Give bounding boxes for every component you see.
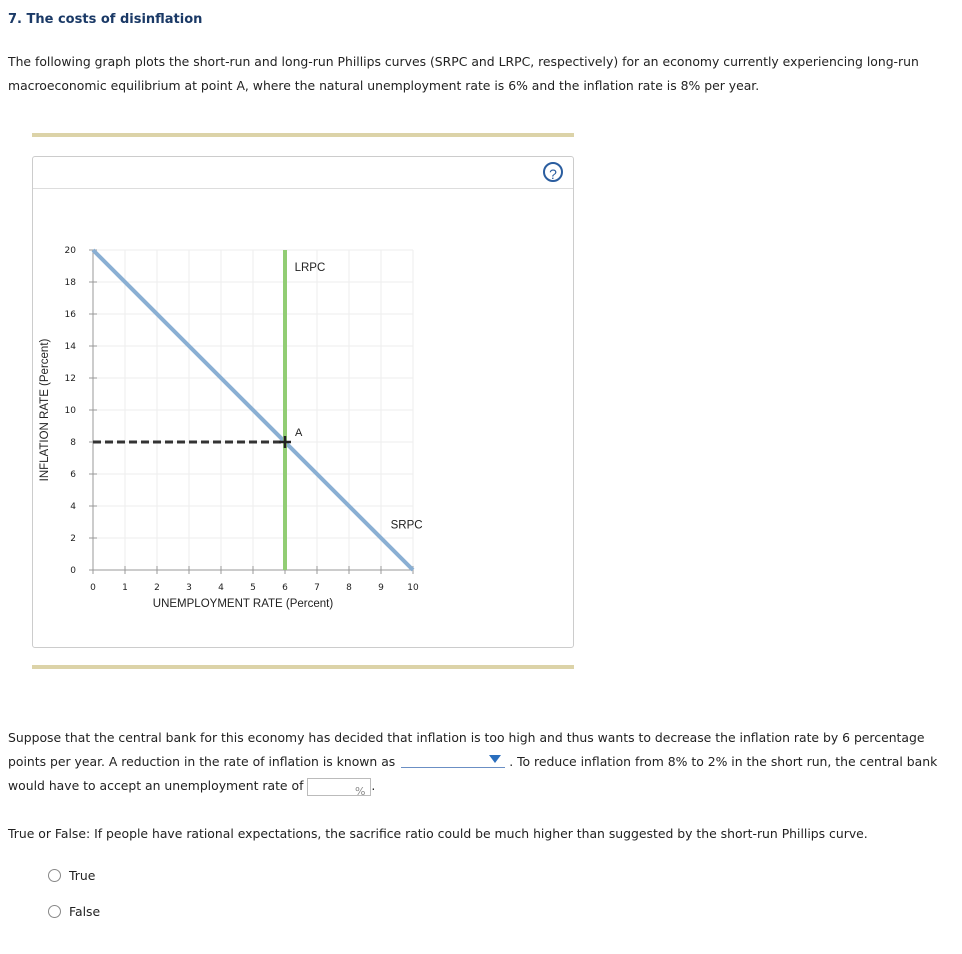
option-false-label: False <box>69 904 101 919</box>
srpc-label: SRPC <box>390 519 423 532</box>
lrpc-label: LRPC <box>294 261 326 274</box>
radio-true[interactable] <box>48 869 61 882</box>
chevron-down-icon <box>489 755 501 763</box>
y-axis-label: INFLATION RATE (Percent) <box>39 338 51 482</box>
y-tick-label-9: 18 <box>64 278 76 288</box>
radio-false[interactable] <box>48 905 61 918</box>
y-tick-label-3: 6 <box>70 470 76 480</box>
part2-text-3: . <box>371 778 376 793</box>
x-tick-label-3: 3 <box>186 583 192 593</box>
option-true[interactable] <box>48 868 95 883</box>
part2-text-2: . To reduce inflation from 8% to 2% in the short run, the central bank would have to accept an unemployment rate of <box>8 754 938 793</box>
percent-unit: % <box>354 784 366 798</box>
intro-text: The following graph plots the short-run and long-run Phillips curves (SRPC and LRPC, respectively) for an economy currently experiencing long-run macroeconomic equilibrium at point A, where the natural unemployment rate is 6% and the inflation rate is 8% per year. <box>8 54 919 93</box>
x-tick-label-10: 10 <box>407 583 419 593</box>
phillips-curve-chart <box>33 157 573 647</box>
option-true-label: True <box>69 868 96 883</box>
option-false[interactable] <box>48 904 100 919</box>
x-tick-label-2: 2 <box>154 583 160 593</box>
y-tick-label-8: 16 <box>64 310 76 320</box>
x-tick-label-9: 9 <box>378 583 384 593</box>
help-icon[interactable]: ? <box>543 162 563 182</box>
part2-text-1: Suppose that the central bank for this economy has decided that inflation is too high and thus wants to decrease the inflation rate by 6 percentage points per year. A reduction in the rate of inflation is known as <box>8 730 925 769</box>
point-a-label: A <box>295 427 303 439</box>
y-tick-label-6: 12 <box>64 374 76 384</box>
question-title: 7. The costs of disinflation <box>8 12 203 27</box>
x-tick-label-6: 6 <box>282 583 288 593</box>
disinflation-dropdown[interactable] <box>401 753 505 768</box>
y-tick-label-1: 2 <box>70 534 76 544</box>
x-tick-label-5: 5 <box>250 583 256 593</box>
top-divider <box>32 133 574 137</box>
part3-question: True or False: If people have rational expectations, the sacrifice ratio could be much higher than suggested by the short-run Phillips curve. <box>8 826 868 841</box>
x-tick-label-1: 1 <box>122 583 128 593</box>
y-tick-label-0: 0 <box>70 566 76 576</box>
x-tick-label-8: 8 <box>346 583 352 593</box>
x-tick-label-0: 0 <box>90 583 96 593</box>
graph-panel <box>32 156 574 648</box>
y-tick-label-2: 4 <box>70 502 76 512</box>
bottom-divider <box>32 665 574 669</box>
y-tick-label-4: 8 <box>70 438 76 448</box>
x-tick-label-4: 4 <box>218 583 224 593</box>
y-tick-label-7: 14 <box>64 342 76 352</box>
y-tick-label-10: 20 <box>64 246 76 256</box>
y-tick-label-5: 10 <box>64 406 76 416</box>
part2-paragraph <box>8 726 948 798</box>
unemployment-rate-input[interactable] <box>307 778 371 796</box>
x-tick-label-7: 7 <box>314 583 320 593</box>
x-axis-label: UNEMPLOYMENT RATE (Percent) <box>152 598 334 610</box>
